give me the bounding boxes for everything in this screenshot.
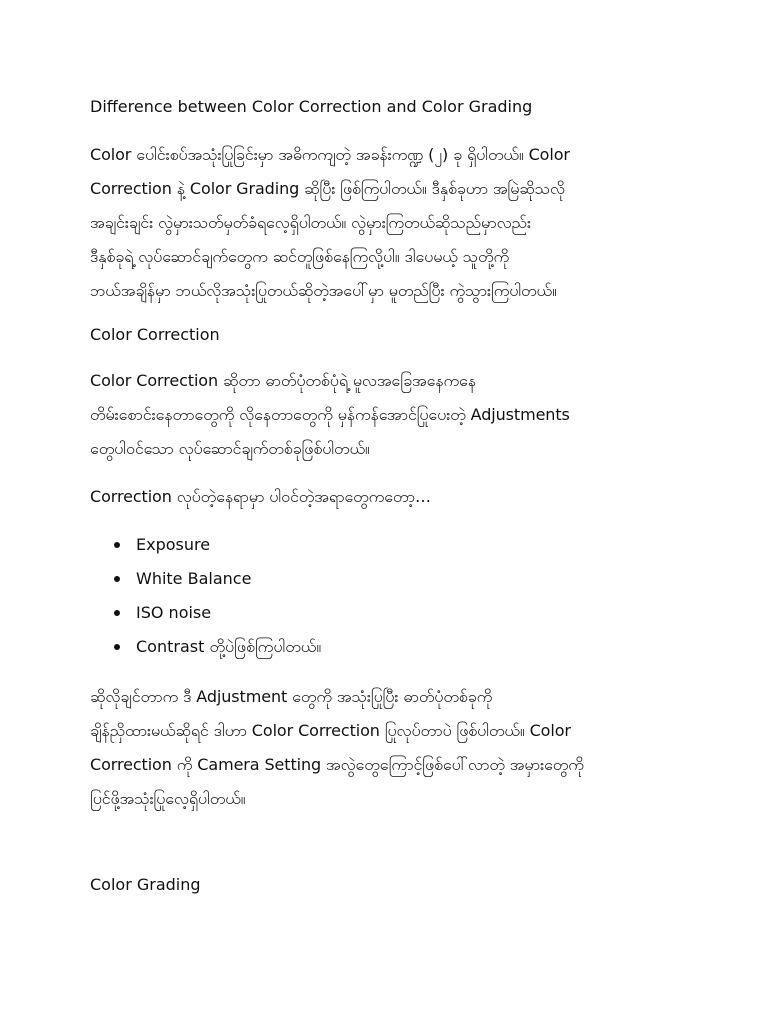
intro-line: Color ပေါင်းစပ်အသုံးပြုခြင်းမှာ အဓိကကျတဲ့ အခန်းကဏ္ဍ (၂) ခု ရှိပါတယ်။ Color [90,145,570,164]
correction-items-list [90,528,670,664]
intro-line: Correction နဲ့ Color Grading ဆိုပြီး ဖြစ်ကြပါတယ်။ ဒီနှစ်ခုဟာ အမြဲဆိုသလို [90,179,565,198]
bullet-icon [114,576,120,582]
list-item [90,596,670,630]
document-title: Difference between Color Correction and Color Grading [90,97,533,116]
intro-line: ဘယ်အချိန်မှာ ဘယ်လိုအသုံးပြုတယ်ဆိုတဲ့အပေါ်မှာ မူတည်ပြီး ကွဲသွားကြပါတယ်။ [90,281,557,300]
bullet-icon [114,610,120,616]
intro-line: ဒီနှစ်ခုရဲ့ လုပ်ဆောင်ချက်တွေက ဆင်တူဖြစ်နေကြလို့ပါ။ ဒါပေမယ့် သူတို့ကို [90,247,510,266]
list-item-label: ISO noise [136,603,212,622]
adjustment-line: ပြင်ဖို့အသုံးပြုလေ့ရှိပါတယ်။ [90,789,246,808]
adjustment-paragraph [90,680,670,816]
adjustment-line: Correction ကို Camera Setting အလွဲတွေကြောင့်ဖြစ်ပေါ်လာတဲ့ အမှားတွေကို [90,755,584,774]
color-correction-definition [90,364,670,466]
list-item-label: Contrast တို့ပဲဖြစ်ကြပါတယ်။ [136,637,322,656]
list-item [90,528,670,562]
document-body [90,92,670,900]
definition-line: တိမ်းစောင်းနေတာတွေကို လိုနေတာတွေကို မှန်ကန်အောင်ပြုပေးတဲ့ Adjustments [90,405,570,424]
color-grading-heading: Color Grading [90,875,201,894]
list-item [90,630,670,664]
adjustment-line: ဆိုလိုချင်တာက ဒီ Adjustment တွေကို အသုံးပြုပြီး ဓာတ်ပုံတစ်ခုကို [90,687,493,706]
list-item [90,562,670,596]
list-item-label: Exposure [136,535,211,554]
definition-line: Color Correction ဆိုတာ ဓာတ်ပုံတစ်ပုံရဲ့ မူလအခြေအနေကနေ [90,371,476,390]
bullet-icon [114,542,120,548]
intro-line: အချင်းချင်း လွဲမှားသတ်မှတ်ခံရလေ့ရှိပါတယ်။ လွဲမှားကြတယ်ဆိုသည်မှာလည်း [90,213,531,232]
includes-intro: Correction လုပ်တဲ့နေရာမှာ ပါဝင်တဲ့အရာတွေကတော့… [90,487,431,506]
intro-paragraph [90,138,670,308]
bullet-icon [114,644,120,650]
adjustment-line: ချိန်ညှိထားမယ်ဆိုရင် ဒါဟာ Color Correction ပြုလုပ်တာပဲ ဖြစ်ပါတယ်။ Color [90,721,571,740]
list-item-label: White Balance [136,569,252,588]
color-correction-heading: Color Correction [90,325,220,344]
correction-includes-paragraph [90,480,670,514]
definition-line: တွေပါဝင်သော လုပ်ဆောင်ချက်တစ်ခုဖြစ်ပါတယ်။ [90,439,370,458]
